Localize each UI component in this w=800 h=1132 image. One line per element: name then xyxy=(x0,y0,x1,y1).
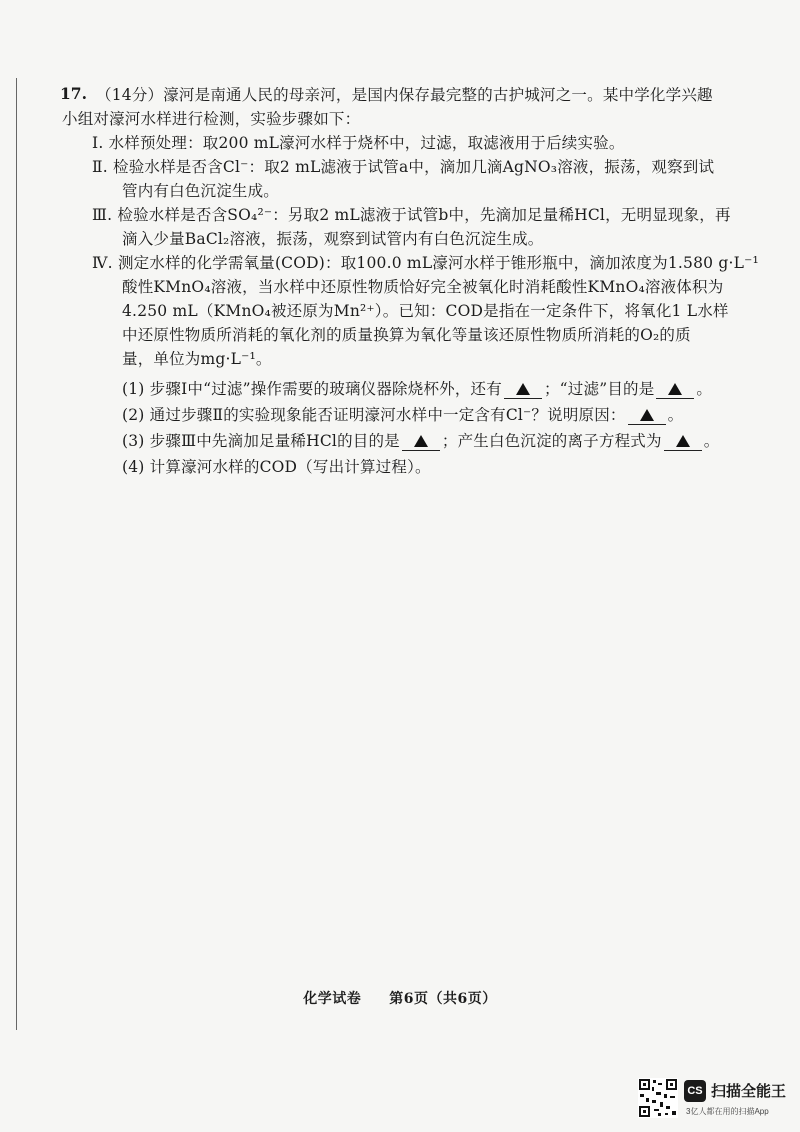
step-2-cont: 管内有白色沉淀生成。 xyxy=(122,182,280,200)
sub-question-1 xyxy=(122,378,712,400)
sub-question-2-text: (2) 通过步骤Ⅱ的实验现象能否证明濠河水样中一定含有Cl⁻？说明原因： xyxy=(122,406,626,424)
step-1: Ⅰ. 水样预处理：取200 mL濠河水样于烧杯中，过滤，取滤液用于后续实验。 xyxy=(92,134,625,152)
question-intro-cont: 小组对濠河水样进行检测，实验步骤如下： xyxy=(62,110,361,128)
step-3: Ⅲ. 检验水样是否含SO₄²⁻：另取2 mL滤液于试管b中，先滴加足量稀HCl，无明显现象，再 xyxy=(92,206,731,224)
step-4-cont-2: 4.250 mL（KMnO₄被还原为Mn²⁺）。已知：COD是指在一定条件下，将氧化1 L水样 xyxy=(122,302,729,320)
question-intro: （14分）濠河是南通人民的母亲河，是国内保存最完整的古护城河之一。某中学化学兴趣 xyxy=(96,86,713,104)
sub-question-1-text-2: ；“过滤”目的是 xyxy=(543,380,655,398)
footer-subject: 化学试卷 xyxy=(303,991,362,1007)
step-4-cont-1: 酸性KMnO₄溶液，当水样中还原性物质恰好完全被氧化时消耗酸性KMnO₄溶液体积为 xyxy=(122,278,724,296)
answer-blank-3[interactable] xyxy=(628,406,666,425)
answer-triangle-icon xyxy=(516,383,530,395)
answer-triangle-icon xyxy=(640,409,654,421)
answer-triangle-icon xyxy=(414,435,428,447)
sub-question-4: (4) 计算濠河水样的COD（写出计算过程）。 xyxy=(122,458,431,476)
camscanner-tagline: 3亿人都在用的扫描App xyxy=(686,1107,769,1116)
step-3-cont: 滴入少量BaCl₂溶液，振荡，观察到试管内有白色沉淀生成。 xyxy=(122,230,544,248)
sub-question-1-end: 。 xyxy=(696,380,713,398)
sub-question-3-text: (3) 步骤Ⅲ中先滴加足量稀HCl的目的是 xyxy=(122,432,400,450)
sub-question-3-end: 。 xyxy=(703,432,720,450)
camscanner-logo-icon: CS xyxy=(684,1080,706,1102)
question-number: 17. xyxy=(60,84,87,103)
qr-code-icon xyxy=(638,1078,678,1118)
answer-blank-5[interactable] xyxy=(664,432,702,451)
camscanner-name: 扫描全能王 xyxy=(711,1083,787,1100)
sub-question-3 xyxy=(122,430,719,452)
step-4-cont-3: 中还原性物质所消耗的氧化剂的质量换算为氧化等量该还原性物质所消耗的O₂的质 xyxy=(122,326,691,344)
answer-triangle-icon xyxy=(668,383,682,395)
sub-question-2-end: 。 xyxy=(667,406,684,424)
answer-triangle-icon xyxy=(676,435,690,447)
answer-blank-2[interactable] xyxy=(656,380,694,399)
sub-question-2 xyxy=(122,404,683,426)
sub-question-1-text: (1) 步骤Ⅰ中“过滤”操作需要的玻璃仪器除烧杯外，还有 xyxy=(122,380,502,398)
sub-question-3-text-2: ；产生白色沉淀的离子方程式为 xyxy=(441,432,662,450)
answer-blank-4[interactable] xyxy=(402,432,440,451)
step-4: Ⅳ. 测定水样的化学需氧量(COD)：取100.0 mL濠河水样于锥形瓶中，滴加浓度为1.580 g·L⁻¹ xyxy=(92,254,759,272)
step-2: Ⅱ. 检验水样是否含Cl⁻：取2 mL滤液于试管a中，滴加几滴AgNO₃溶液，振荡，观察到试 xyxy=(92,158,715,176)
step-4-cont-4: 量，单位为mg·L⁻¹。 xyxy=(122,350,272,368)
answer-blank-1[interactable] xyxy=(504,380,542,399)
binding-margin-line xyxy=(16,78,17,1030)
footer-page-number: 第6页（共6页） xyxy=(389,991,497,1007)
page-footer xyxy=(0,988,800,1008)
